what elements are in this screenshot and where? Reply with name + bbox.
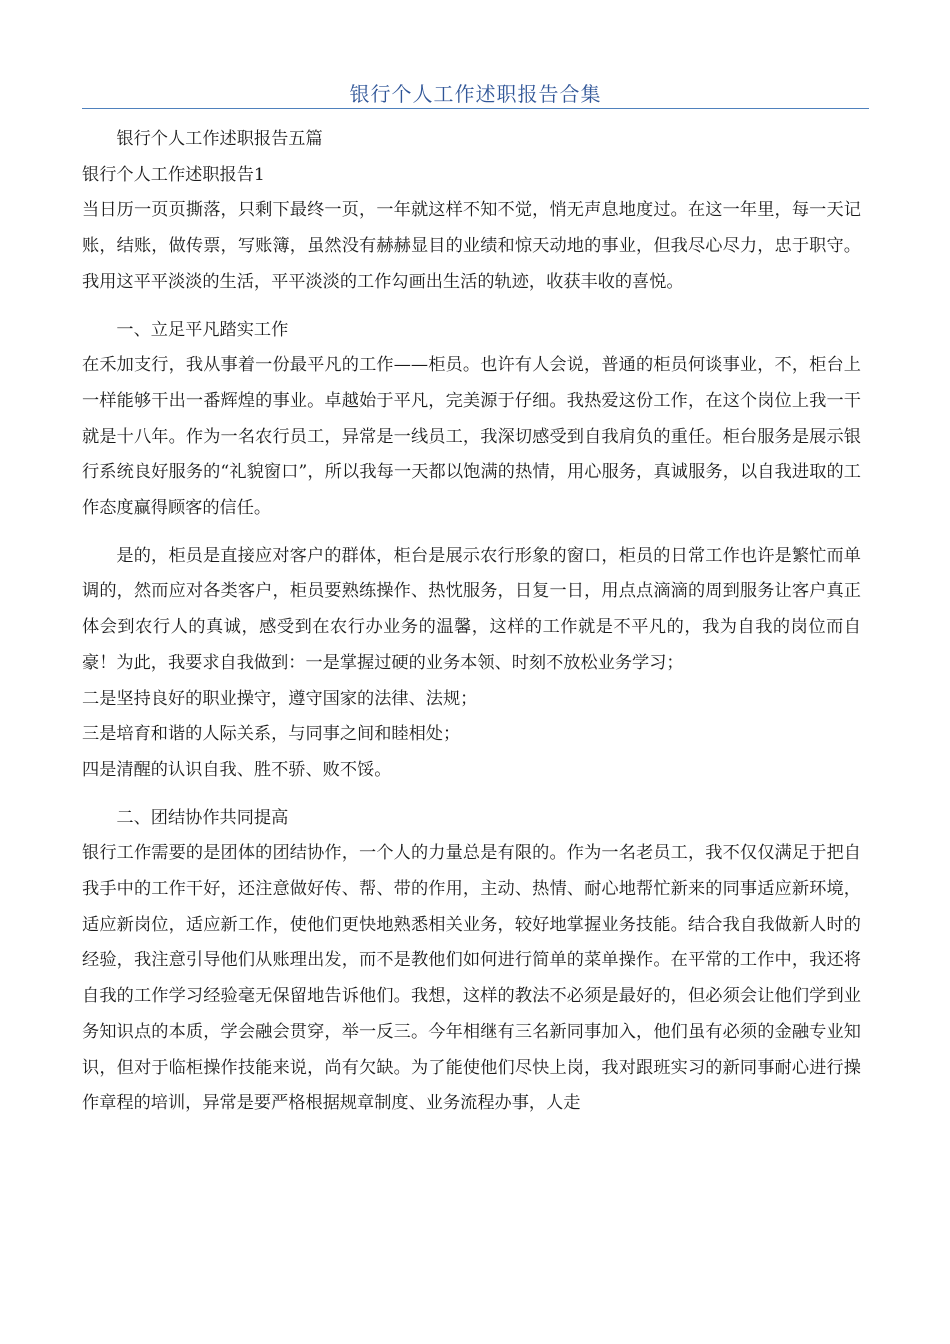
paragraph-section-2: 银行工作需要的是团体的团结协作，一个人的力量总是有限的。作为一名老员工，我不仅仅满足于把自我手中的工作干好，还注意做好传、帮、带的作用，主动、热情、耐心地帮忙新来的同事适应新环境，适应新岗位，适应新工作，使他们更快地熟悉相关业务，较好地掌握业务技能。结合我自我做新人时的经验，我注意引导他们从账理出发，而不是教他们如何进行简单的菜单操作。在平常的工作中，我还将自我的工作学习经验毫无保留地告诉他们。我想，这样的教法不必须是最好的，但必须会让他们学到业务知识点的本质，学会融会贯穿，举一反三。今年相继有三名新同事加入，他们虽有必须的金融专业知识，但对于临柜操作技能来说，尚有欠缺。为了能使他们尽快上岗，我对跟班实习的新同事耐心进行操作章程的培训，异常是要严格根据规章制度、业务流程办事，人走 [82, 843, 861, 1114]
report-heading: 银行个人工作述职报告1 [82, 164, 265, 185]
paragraph-intro: 当日历一页页撕落，只剩下最终一页，一年就这样不知不觉，悄无声息地度过。在这一年里，每一天记账，结账，做传票，写账簿，虽然没有赫赫显目的业绩和惊天动地的事业，但我尽心尽力，忠于职守。我用这平平淡淡的生活，平平淡淡的工作勾画出生活的轨迹，收获丰收的喜悦。 [82, 200, 861, 292]
paragraph-section-1: 在禾加支行，我从事着一份最平凡的工作——柜员。也许有人会说，普通的柜员何谈事业，不，柜台上一样能够干出一番辉煌的事业。卓越始于平凡，完美源于仔细。我热爱这份工作，在这个岗位上我一干就是十八年。作为一名农行员工，异常是一线员工，我深切感受到自我肩负的重任。柜台服务是展示银行系统良好服务的“礼貌窗口”，所以我每一天都以饱满的热情，用心服务，真诚服务，以自我进取的工作态度赢得顾客的信任。 [82, 355, 861, 519]
section-heading-2: 二、团结协作共同提高 [116, 807, 289, 828]
document-title: 银行个人工作述职报告合集 [349, 82, 602, 106]
section-heading-1: 一、立足平凡踏实工作 [116, 319, 289, 340]
document-body [82, 122, 861, 1122]
list-item-2: 二是坚持良好的职业操守，遵守国家的法律、法规； [82, 688, 478, 709]
title-underline [82, 108, 869, 109]
paragraph-counter-staff: 是的，柜员是直接应对客户的群体，柜台是展示农行形象的窗口，柜员的日常工作也许是繁忙而单调的，然而应对各类客户，柜员要熟练操作、热忱服务，日复一日，用点点滴滴的周到服务让客户真正体会到农行人的真诚，感受到在农行办业务的温馨，这样的工作就是不平凡的，我为自我的岗位而自豪！为此，我要求自我做到：一是掌握过硬的业务本领、时刻不放松业务学习； [82, 545, 861, 673]
list-item-4: 四是清醒的认识自我、胜不骄、败不馁。 [82, 759, 392, 780]
list-item-3: 三是培育和谐的人际关系，与同事之间和睦相处； [82, 724, 461, 745]
subtitle: 银行个人工作述职报告五篇 [116, 129, 323, 149]
